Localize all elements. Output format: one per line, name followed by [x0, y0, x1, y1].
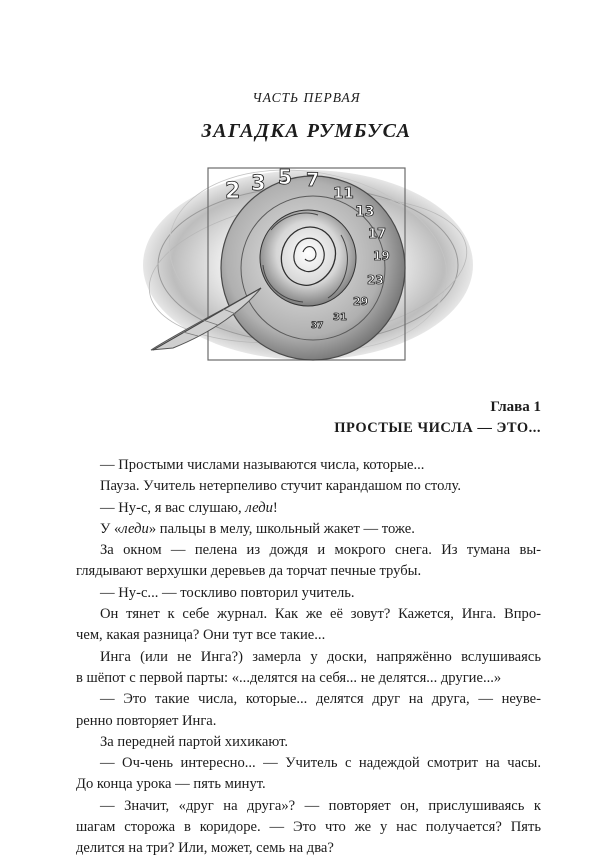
- chapter-title: ПРОСТЫЕ ЧИСЛА — ЭТО...: [334, 420, 541, 436]
- prime-number-label: 7: [306, 169, 320, 191]
- text-fragment: !: [272, 499, 278, 516]
- text-fragment-italic: леди: [245, 499, 273, 516]
- text-line: чем, какая разница? Они тут все такие...: [76, 627, 326, 644]
- prime-number-label: 19: [373, 249, 390, 263]
- rose-clock-illustration: [143, 160, 473, 365]
- text-line: — Ну-с... — тоскливо повторил учитель.: [100, 584, 355, 601]
- text-line: — Оч-чень интересно... — Учитель с надеждой смотрит на часы.: [100, 755, 541, 772]
- text-line: Пауза. Учитель нетерпеливо стучит карандашом по столу.: [100, 478, 461, 495]
- text-line: — Простыми числами называются числа, которые...: [100, 457, 425, 473]
- text-line: [76, 498, 541, 519]
- prime-number-label: 3: [251, 171, 266, 195]
- prime-number-label: 17: [368, 227, 387, 242]
- text-line: ренно повторяет Инга.: [76, 712, 217, 729]
- illustration-art: [143, 160, 473, 365]
- text-line: За окном — пелена из дождя и мокрого снега. Из тумана вы-: [100, 542, 541, 559]
- text-line: За передней партой хихикают.: [100, 733, 289, 750]
- text-line: глядывают верхушки деревьев да торчат печные трубы.: [76, 563, 422, 580]
- text-line: шагам сторожа в коридоре. — Это что же у нас получается? Пять: [76, 819, 541, 836]
- text-line: — Это такие числа, которые... делятся друг на друга, — неуве-: [100, 691, 541, 708]
- text-fragment: — Ну-с, я вас слушаю,: [100, 499, 246, 516]
- text-fragment: У «: [100, 520, 122, 537]
- text-line: в шёпот с первой парты: «...делятся на себя... не делятся... другие...»: [76, 669, 502, 686]
- prime-number-label: 13: [355, 204, 375, 220]
- chapter-body: [76, 455, 541, 860]
- prime-number-label: 23: [367, 273, 384, 287]
- prime-number-label: 31: [333, 312, 347, 323]
- text-line: Он тянет к себе журнал. Как же её зовут? Кажется, Инга. Впро-: [100, 606, 541, 623]
- prime-number-label: 5: [278, 165, 292, 189]
- text-line: До конца урока — пять минут.: [76, 776, 266, 793]
- text-line: — Значит, «друг на друга»? — повторяет он, прислушиваясь к: [100, 797, 541, 814]
- rose-icon: [260, 210, 356, 306]
- text-line: [76, 519, 541, 540]
- text-line: делится на три? Или, может, семь на два?: [76, 840, 334, 857]
- prime-number-label: 29: [353, 295, 369, 308]
- text-line: Инга (или не Инга?) замерла у доски, напряжённо вслушиваясь: [100, 648, 541, 665]
- prime-number-label: 11: [333, 184, 354, 202]
- prime-number-label: 37: [311, 321, 324, 331]
- part-title: ЗАГАДКА РУМБУСА: [201, 120, 412, 142]
- text-fragment: » пальцы в мелу, школьный жакет — тоже.: [148, 520, 415, 537]
- prime-number-label: 2: [225, 179, 241, 204]
- text-fragment-italic: леди: [121, 520, 149, 537]
- chapter-number: Глава 1: [490, 399, 541, 415]
- part-label: ЧАСТЬ ПЕРВАЯ: [252, 90, 361, 105]
